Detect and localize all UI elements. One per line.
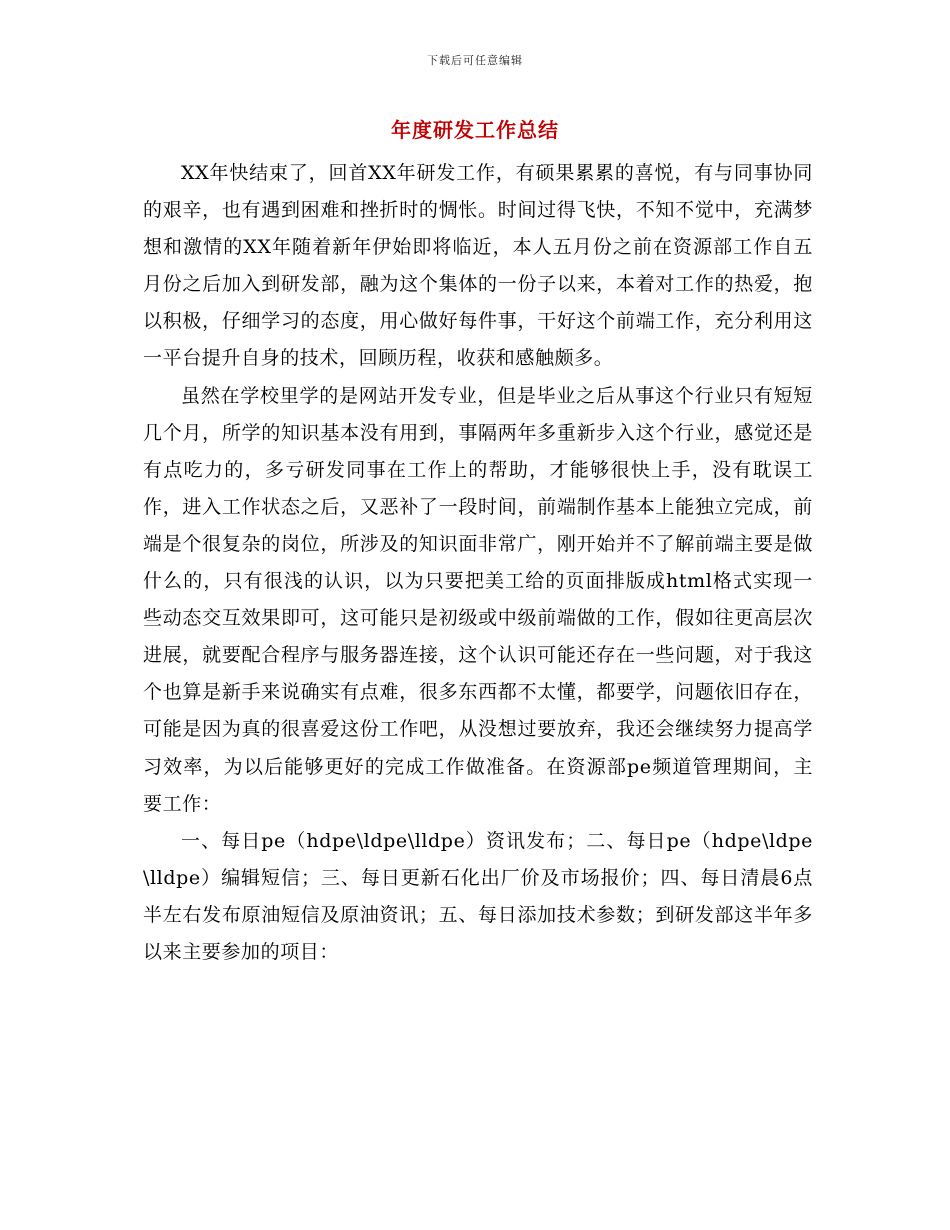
document-body: [143, 155, 813, 971]
paragraph-intro: XX年快结束了，回首XX年研发工作，有硕果累累的喜悦，有与同事协同的艰辛，也有遇到困难和挫折时的惆怅。时间过得飞快，不知不觉中，充满梦想和激情的XX年随着新年伊始即将临近，本人五月份之前在资源部工作自五月份之后加入到研发部，融为这个集体的一份子以来，本着对工作的热爱，抱以积极，仔细学习的态度，用心做好每件事，干好这个前端工作，充分利用这一平台提升自身的技术，回顾历程，收获和感触颇多。: [143, 162, 813, 370]
paragraph-duties: 一、每日pe（hdpe\ldpe\lldpe）资讯发布；二、每日pe（hdpe\ldpe\lldpe）编辑短信；三、每日更新石化出厂价及市场报价；四、每日清晨6点半左右发布原油短信及原油资讯；五、每日添加技术参数；到研发部这半年多以来主要参加的项目：: [143, 829, 813, 963]
document-title: 年度研发工作总结: [391, 118, 559, 142]
paragraph-experience: 虽然在学校里学的是网站开发专业，但是毕业之后从事这个行业只有短短几个月，所学的知识基本没有用到，事隔两年多重新步入这个行业，感觉还是有点吃力的，多亏研发同事在工作上的帮助，才能够很快上手，没有耽误工作，进入工作状态之后，又恶补了一段时间，前端制作基本上能独立完成，前端是个很复杂的岗位，所涉及的知识面非常广，刚开始并不了解前端主要是做什么的，只有很浅的认识，以为只要把美工给的页面排版成html格式实现一些动态交互效果即可，这可能只是初级或中级前端做的工作，假如往更高层次进展，就要配合程序与服务器连接，这个认识可能还存在一些问题，对于我这个也算是新手来说确实有点难，很多东西都不太懂，都要学，问题依旧存在，可能是因为真的很喜爱这份工作吧，从没想过要放弃，我还会继续努力提高学习效率，为以后能够更好的完成工作做准备。在资源部pe频道管理期间，主要工作：: [143, 384, 813, 815]
header-note: 下载后可任意编辑: [427, 54, 523, 67]
